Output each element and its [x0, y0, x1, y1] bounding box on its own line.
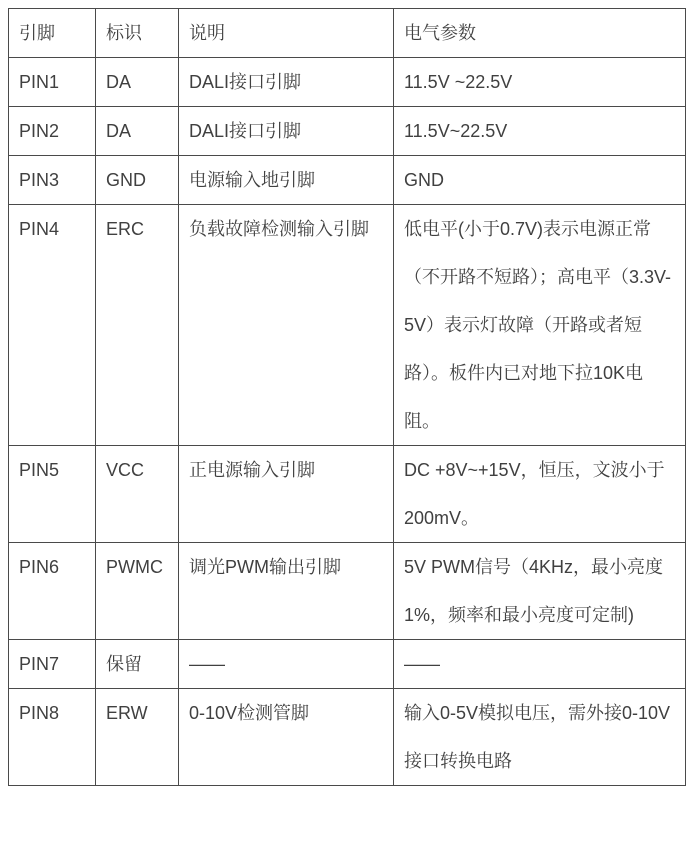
cell-label: ERW: [96, 689, 179, 786]
table-header-row: [9, 9, 686, 58]
pin-definition-table: [8, 8, 686, 786]
cell-pin: PIN2: [9, 107, 96, 156]
cell-params: 5V PWM信号（4KHz，最小亮度1%，频率和最小亮度可定制): [394, 543, 686, 640]
cell-desc: 正电源输入引脚: [179, 446, 394, 543]
cell-pin: PIN7: [9, 640, 96, 689]
table-row: [9, 58, 686, 107]
table-row: [9, 107, 686, 156]
cell-desc: 0-10V检测管脚: [179, 689, 394, 786]
cell-params: DC +8V~+15V，恒压，文波小于200mV。: [394, 446, 686, 543]
table-row: [9, 689, 686, 786]
cell-label: DA: [96, 107, 179, 156]
cell-label: VCC: [96, 446, 179, 543]
cell-params: ——: [394, 640, 686, 689]
cell-pin: PIN4: [9, 205, 96, 446]
cell-params: 11.5V ~22.5V: [394, 58, 686, 107]
cell-desc: ——: [179, 640, 394, 689]
cell-desc: DALI接口引脚: [179, 58, 394, 107]
cell-pin: PIN8: [9, 689, 96, 786]
cell-label: GND: [96, 156, 179, 205]
cell-params: GND: [394, 156, 686, 205]
cell-pin: PIN3: [9, 156, 96, 205]
cell-pin: PIN6: [9, 543, 96, 640]
table-row: [9, 156, 686, 205]
table-row: [9, 640, 686, 689]
cell-params: 11.5V~22.5V: [394, 107, 686, 156]
column-header-pin: 引脚: [9, 9, 96, 58]
column-header-params: 电气参数: [394, 9, 686, 58]
cell-label: 保留: [96, 640, 179, 689]
cell-pin: PIN1: [9, 58, 96, 107]
cell-desc: 调光PWM输出引脚: [179, 543, 394, 640]
cell-params: 输入0-5V模拟电压，需外接0-10V接口转换电路: [394, 689, 686, 786]
cell-desc: 负载故障检测输入引脚: [179, 205, 394, 446]
cell-label: DA: [96, 58, 179, 107]
cell-label: ERC: [96, 205, 179, 446]
cell-params: 低电平(小于0.7V)表示电源正常（不开路不短路）；高电平（3.3V-5V）表示灯故障（开路或者短路）。板件内已对地下拉10K电阻。: [394, 205, 686, 446]
cell-pin: PIN5: [9, 446, 96, 543]
cell-desc: 电源输入地引脚: [179, 156, 394, 205]
table-row: [9, 543, 686, 640]
column-header-desc: 说明: [179, 9, 394, 58]
table-row: [9, 205, 686, 446]
column-header-label: 标识: [96, 9, 179, 58]
cell-desc: DALI接口引脚: [179, 107, 394, 156]
table-row: [9, 446, 686, 543]
cell-label: PWMC: [96, 543, 179, 640]
